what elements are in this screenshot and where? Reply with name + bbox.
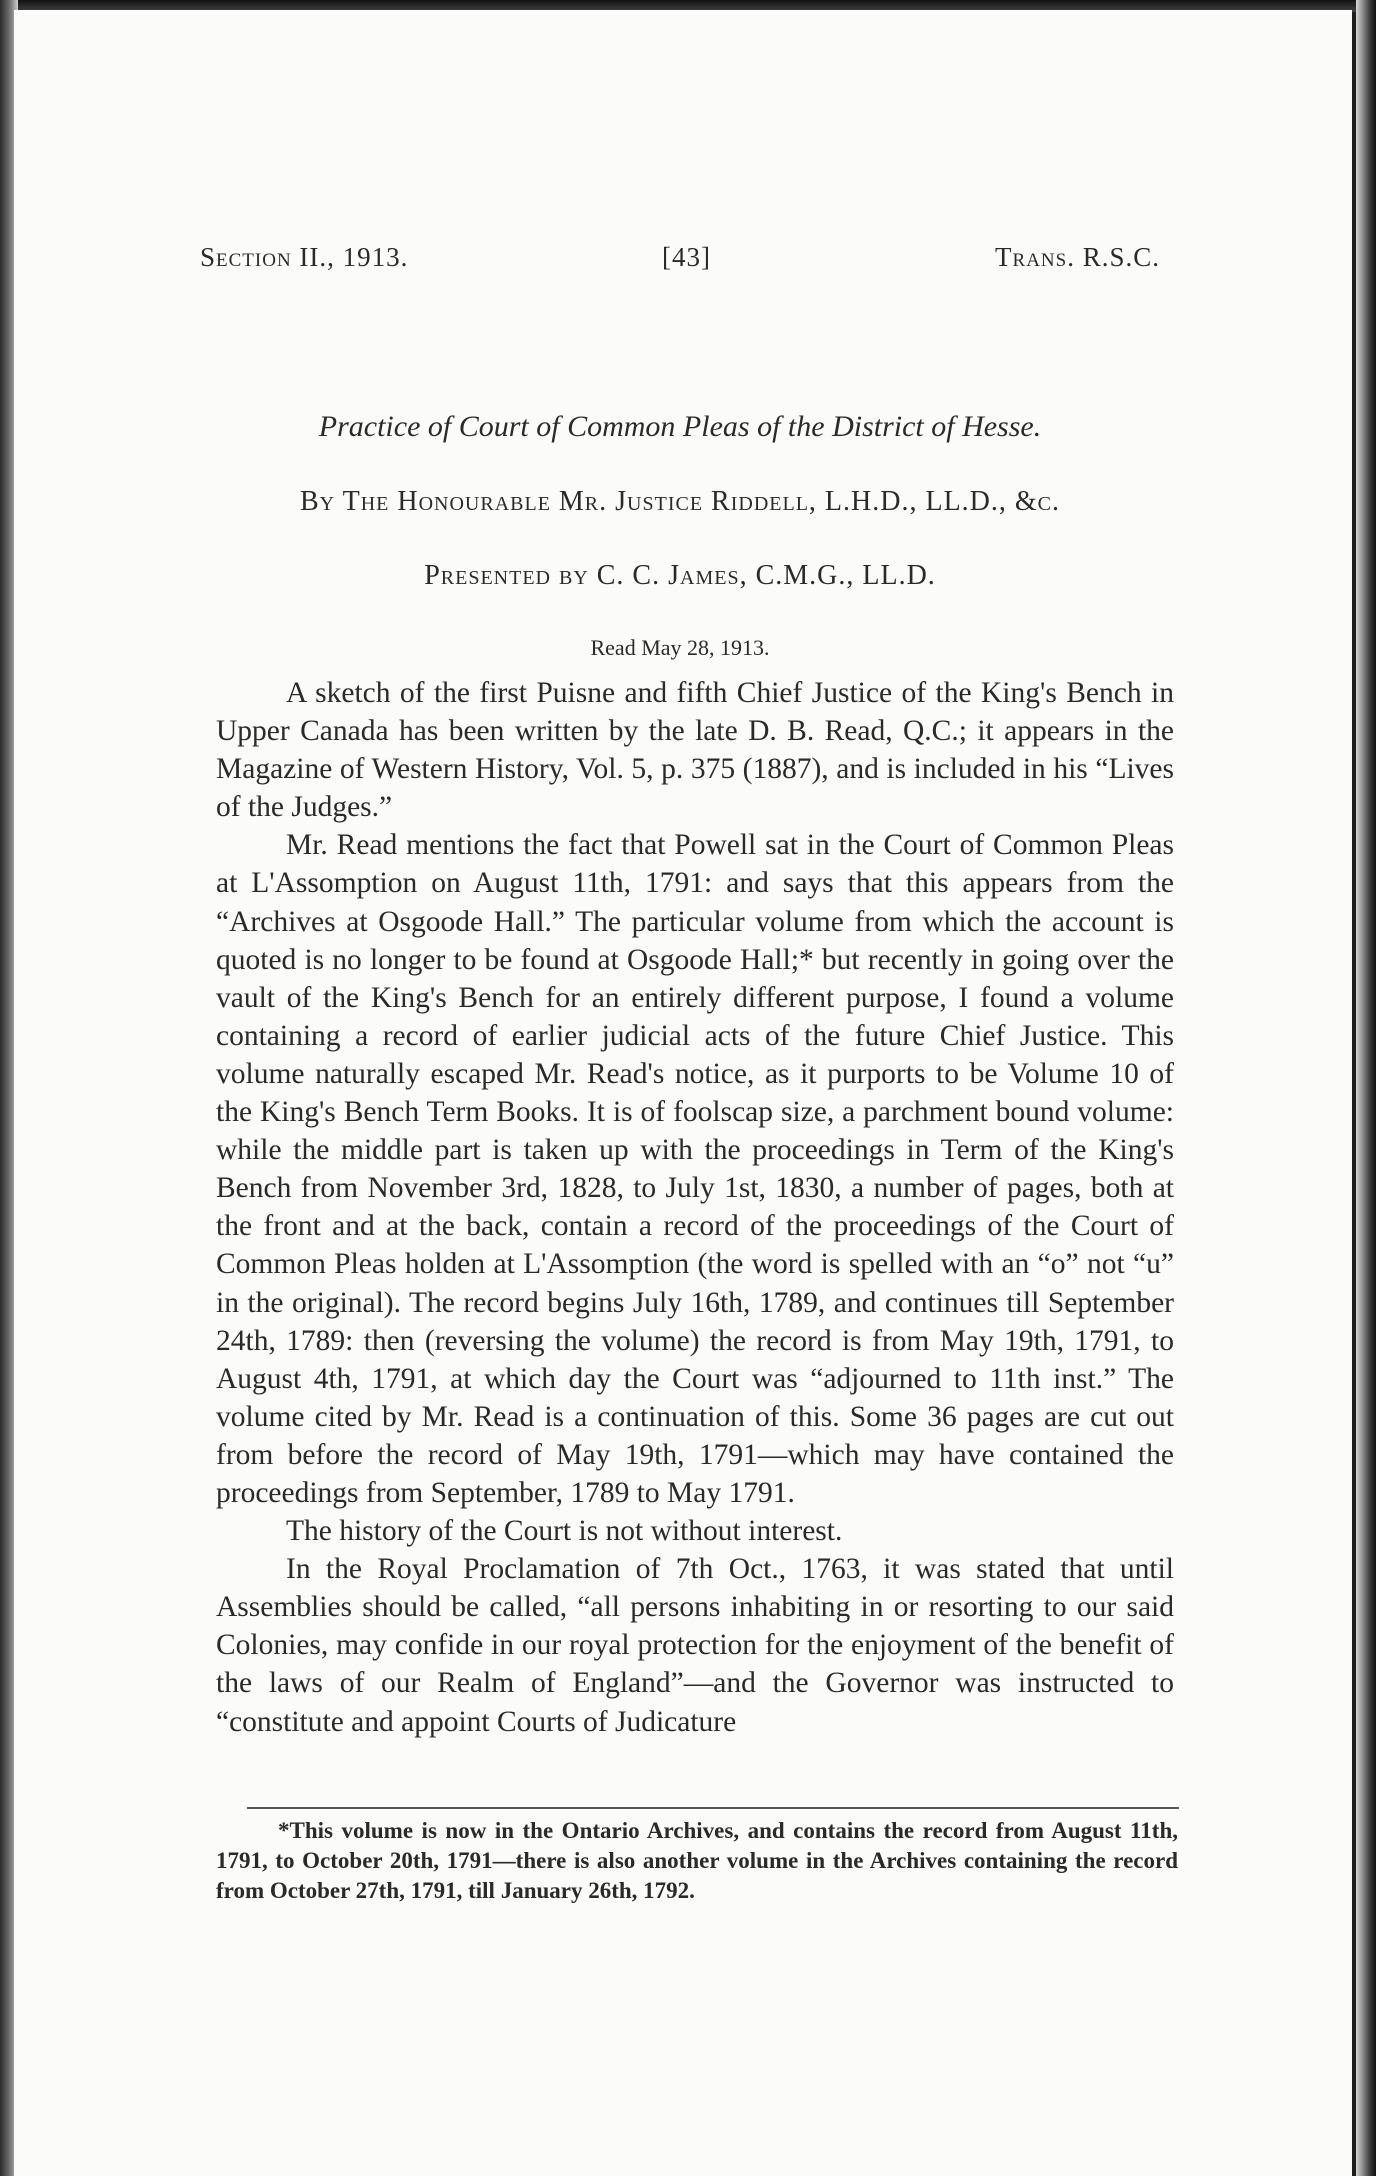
body-text [216, 674, 1174, 1741]
journal-label: Trans. R.S.C. [995, 242, 1160, 272]
footnote: *This volume is now in the Ontario Archives, and contains the record from August 11th, 1791, to October 20th, 1791—there is also another volume in the Archives containing the record from October 27th, 1791, till January 26th, 1792. [216, 1818, 1178, 1903]
paragraph: Mr. Read mentions the fact that Powell sat in the Court of Common Pleas at L'Assomption on August 11th, 1791: and says that this appears from the “Archives at Osgoode Hall.” The particular volume from which the account is quoted is no longer to be found at Osgoode Hall;* but recently in going over the vault of the King's Bench for an entirely different purpose, I found a volume containing a record of earlier judicial acts of the future Chief Justice. This volume naturally escaped Mr. Read's notice, as it purports to be Volume 10 of the King's Bench Term Books. It is of foolscap size, a parchment bound volume: while the middle part is taken up with the proceedings in Term of the King's Bench from November 3rd, 1828, to July 1st, 1830, a number of pages, both at the front and at the back, contain a record of the proceedings of the Court of Common Pleas holden at L'Assomption (the word is spelled with an “o” not “u” in the original). The record begins July 16th, 1789, and continues till September 24th, 1789: then (reversing the volume) the record is from May 19th, 1791, to August 4th, 1791, at which day the Court was “adjourned to 11th inst.” The volume cited by Mr. Read is a continuation of this. Some 36 pages are cut out from before the record of May 19th, 1791—which may have contained the proceedings from September, 1789 to May 1791. [216, 829, 1174, 1509]
paragraph: A sketch of the first Puisne and fifth Chief Justice of the King's Bench in Upper Canada has been written by the late D. B. Read, Q.C.; it appears in the Magazine of Western History, Vol. 5, p. 375 (1887), and is included in his “Lives of the Judges.” [216, 677, 1174, 824]
running-header [200, 242, 1160, 282]
presented-line: Presented by C. C. James, C.M.G., LL.D. [424, 560, 936, 591]
paragraph: The history of the Court is not without interest. [286, 1515, 843, 1548]
footnote-divider [247, 1807, 1179, 1809]
page-number: [43] [662, 242, 711, 272]
section-label: Section II., 1913. [200, 242, 409, 272]
scan-border-right [1356, 0, 1376, 2176]
article-title: Practice of Court of Common Pleas of the District of Hesse. [318, 410, 1042, 443]
author-line: By The Honourable Mr. Justice Riddell, L.H.D., LL.D., &c. [299, 486, 1061, 517]
read-date: Read May 28, 1913. [590, 635, 770, 660]
document-page [14, 10, 1352, 2176]
paragraph: In the Royal Proclamation of 7th Oct., 1763, it was stated that until Assemblies should be called, “all persons inhabiting in or resorting to our said Colonies, may confide in our royal protection for the enjoyment of the benefit of the laws of our Realm of England”—and the Governor was instructed to “constitute and appoint Courts of Judicature [216, 1553, 1174, 1738]
